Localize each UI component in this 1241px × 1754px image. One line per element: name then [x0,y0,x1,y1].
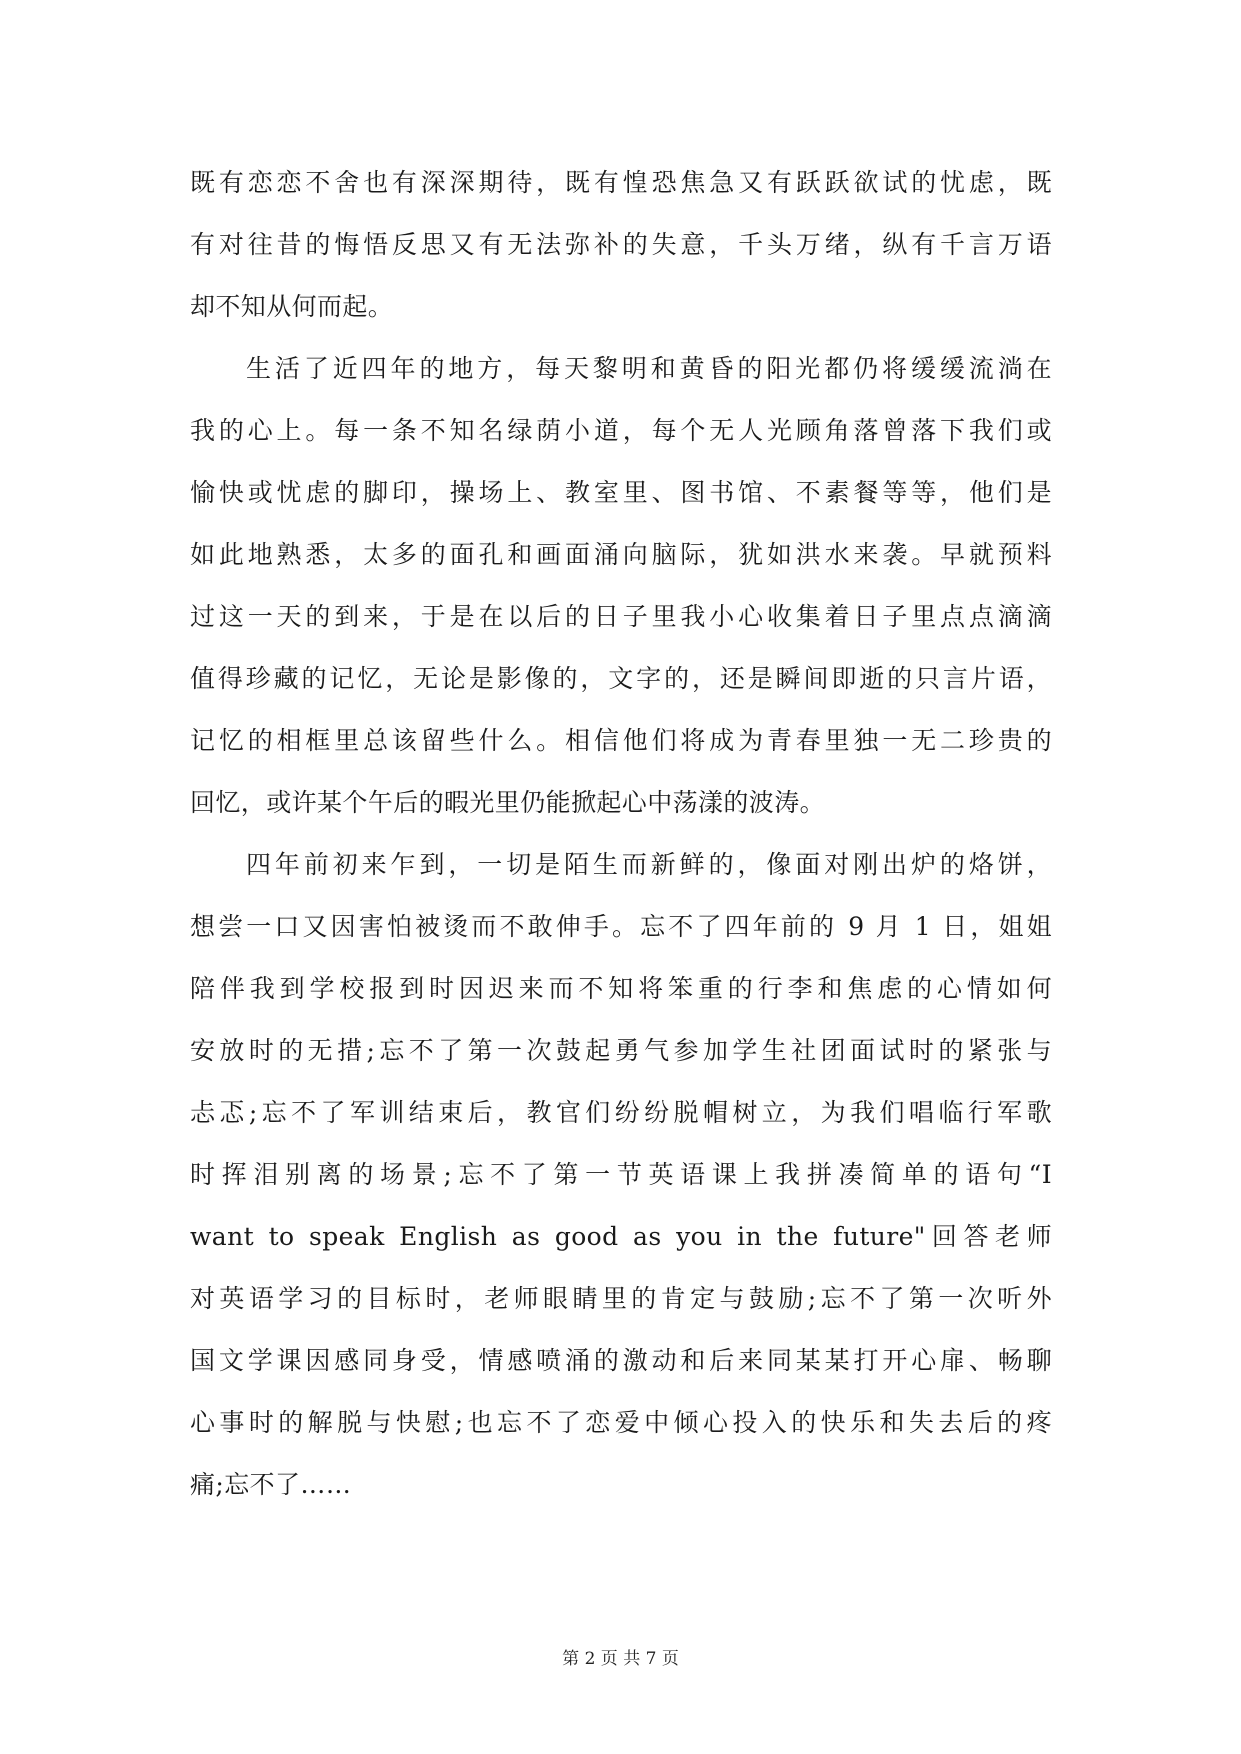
text-line: 如此地熟悉，太多的面孔和画面涌向脑际，犹如洪水来袭。早就预料 [190,540,1052,569]
text-line: 四年前初来乍到，一切是陌生而新鲜的，像面对刚出炉的烙饼， [246,850,1052,879]
text-line: 值得珍藏的记忆，无论是影像的，文字的，还是瞬间即逝的只言片语， [190,664,1052,693]
text-line: want to speak English as good as you in the future"回答老师 [190,1222,1052,1251]
text-line: 对英语学习的目标时，老师眼睛里的肯定与鼓励;忘不了第一次听外 [190,1284,1052,1313]
text-line: 却不知从何而起。 [190,292,394,321]
text-line: 忐忑;忘不了军训结束后，教官们纷纷脱帽树立，为我们唱临行军歌 [190,1098,1052,1127]
text-line: 过这一天的到来，于是在以后的日子里我小心收集着日子里点点滴滴 [190,602,1052,631]
page-number: 第 2 页 共 7 页 [562,1649,679,1669]
text-line: 生活了近四年的地方，每天黎明和黄昏的阳光都仍将缓缓流淌在 [246,354,1052,383]
paragraph-1 [190,152,1052,338]
text-line: 国文学课因感同身受，情感喷涌的激动和后来同某某打开心扉、畅聊 [190,1346,1052,1375]
text-line: 愉快或忧虑的脚印，操场上、教室里、图书馆、不素餐等等，他们是 [190,478,1052,507]
text-line: 安放时的无措;忘不了第一次鼓起勇气参加学生社团面试时的紧张与 [190,1036,1052,1065]
text-line: 我的心上。每一条不知名绿荫小道，每个无人光顾角落曾落下我们或 [190,416,1052,445]
text-line: 痛;忘不了…… [190,1470,352,1499]
text-line: 时挥泪别离的场景;忘不了第一节英语课上我拼凑简单的语句“I [190,1160,1052,1189]
paragraph-3 [190,834,1052,1516]
text-line: 想尝一口又因害怕被烫而不敢伸手。忘不了四年前的 9 月 1 日，姐姐 [190,912,1052,941]
text-line: 既有恋恋不舍也有深深期待，既有惶恐焦急又有跃跃欲试的忧虑，既 [190,168,1052,197]
text-line: 回忆，或许某个午后的暇光里仍能掀起心中荡漾的波涛。 [190,788,826,817]
text-line: 陪伴我到学校报到时因迟来而不知将笨重的行李和焦虑的心情如何 [190,974,1052,1003]
text-line: 有对往昔的悔悟反思又有无法弥补的失意，千头万绪，纵有千言万语 [190,230,1052,259]
text-line: 心事时的解脱与快慰;也忘不了恋爱中倾心投入的快乐和失去后的疼 [190,1408,1052,1437]
page-footer [0,1644,1241,1669]
text-line: 记忆的相框里总该留些什么。相信他们将成为青春里独一无二珍贵的 [190,726,1052,755]
document-body [190,152,1052,1516]
paragraph-2 [190,338,1052,834]
